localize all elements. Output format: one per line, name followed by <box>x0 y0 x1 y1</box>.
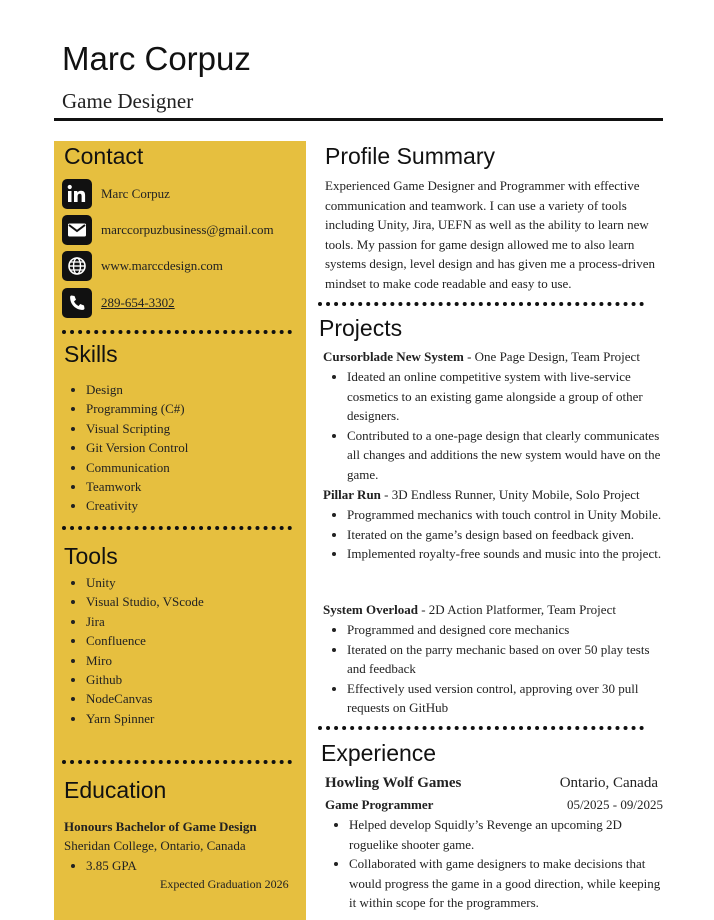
project-name: System Overload <box>323 602 418 617</box>
project-bullet: Programmed mechanics with touch control in Unity Mobile. <box>323 505 668 525</box>
tool-item: Github <box>64 670 204 689</box>
skill-item: Design <box>64 380 188 399</box>
experience-company: Howling Wolf Games <box>325 775 462 791</box>
skill-item: Programming (C#) <box>64 399 188 418</box>
tool-item: NodeCanvas <box>64 689 204 708</box>
tool-item: Visual Studio, VScode <box>64 592 204 611</box>
project-bullet: Effectively used version control, approving over 30 pull requests on GitHub <box>323 679 668 718</box>
contact-divider <box>62 330 292 334</box>
skills-heading: Skills <box>64 341 118 367</box>
education-graduation: Expected Graduation 2026 <box>160 877 289 891</box>
profile-summary-text: Experienced Game Designer and Programmer with effective communication and teamwork. I can use a variety of tools including Unity, Jira, UEFN as well as the ability to learn new tools. My passion for game design allowed me to also learn systems design, level design and has given me a process-driven mindset to make code readable and easy to use. <box>325 178 655 291</box>
tools-heading: Tools <box>64 543 118 569</box>
project-bullet: Implemented royalty-free sounds and music into the project. <box>323 544 668 564</box>
experience-bullet: Helped develop Squidly’s Revenge an upcoming 2D roguelike shooter game. <box>325 815 670 854</box>
experience-bullet: Collaborated with game designers to make decisions that would progress the game in a good direction, while keeping it within scope for the programmers. <box>325 854 670 913</box>
tools-list <box>64 573 204 728</box>
linkedin-icon <box>62 179 92 209</box>
contact-phone[interactable] <box>62 288 175 318</box>
project-bullets <box>323 505 668 564</box>
project-name: Pillar Run <box>323 487 381 502</box>
experience-dates: 05/2025 - 09/2025 <box>566 797 663 812</box>
contact-linkedin-text: Marc Corpuz <box>101 186 170 201</box>
contact-phone-text[interactable]: 289-654-3302 <box>101 295 175 310</box>
contact-website-text: www.marccdesign.com <box>101 258 223 273</box>
skills-divider <box>62 526 292 530</box>
project-bullet: Iterated on the game’s design based on feedback given. <box>323 525 668 545</box>
project-bullets <box>323 620 668 718</box>
profile-heading: Profile Summary <box>325 143 495 169</box>
project-detail: - 3D Endless Runner, Unity Mobile, Solo Project <box>380 487 640 502</box>
resume-name: Marc Corpuz <box>62 40 251 77</box>
experience-heading: Experience <box>321 740 437 766</box>
skill-item: Creativity <box>64 496 188 515</box>
projects-heading: Projects <box>319 315 403 341</box>
profile-divider <box>318 302 644 306</box>
project-detail: - One Page Design, Team Project <box>463 349 640 364</box>
skill-item: Git Version Control <box>64 438 188 457</box>
education-degree: Honours Bachelor of Game Design <box>64 819 257 834</box>
projects-divider <box>318 726 644 730</box>
tools-divider <box>62 760 292 764</box>
project-bullet: Contributed to a one-page design that clearly communicates all changes and additions the new system would have on the game. <box>323 426 668 485</box>
globe-icon <box>62 251 92 281</box>
skill-item: Teamwork <box>64 477 188 496</box>
project-name: Cursorblade New System <box>323 349 464 364</box>
skill-item: Communication <box>64 458 188 477</box>
contact-website[interactable] <box>62 251 223 281</box>
tool-item: Jira <box>64 612 204 631</box>
contact-email-text: marccorpuzbusiness@gmail.com <box>101 222 274 237</box>
education-heading: Education <box>64 777 167 803</box>
project-detail: - 2D Action Platformer, Team Project <box>417 602 616 617</box>
tool-item: Confluence <box>64 631 204 650</box>
skills-list <box>64 380 188 516</box>
project-title <box>323 602 616 618</box>
experience-location: Ontario, Canada <box>559 775 658 791</box>
header-divider <box>54 118 663 121</box>
tool-item: Yarn Spinner <box>64 709 204 728</box>
tool-item: Miro <box>64 651 204 670</box>
experience-title: Game Programmer <box>325 797 434 812</box>
project-title <box>323 487 640 503</box>
contact-email[interactable] <box>62 215 274 245</box>
tool-item: Unity <box>64 573 204 592</box>
project-bullets <box>323 367 668 484</box>
education-gpa: 3.85 GPA <box>64 856 137 875</box>
project-title <box>323 349 640 365</box>
contact-heading: Contact <box>64 143 144 169</box>
project-bullet: Ideated an online competitive system with live-service cosmetics to an existing game alongside a group of other designers. <box>323 367 668 426</box>
skill-item: Visual Scripting <box>64 419 188 438</box>
project-bullet: Programmed and designed core mechanics <box>323 620 668 640</box>
project-bullet: Iterated on the parry mechanic based on over 50 play tests and feedback <box>323 640 668 679</box>
mail-icon <box>62 215 92 245</box>
experience-bullets <box>325 815 670 913</box>
contact-linkedin[interactable] <box>62 179 170 209</box>
phone-icon <box>62 288 92 318</box>
education-school: Sheridan College, Ontario, Canada <box>64 838 246 853</box>
education-gpa-list <box>64 856 137 875</box>
resume-role: Game Designer <box>62 89 194 113</box>
